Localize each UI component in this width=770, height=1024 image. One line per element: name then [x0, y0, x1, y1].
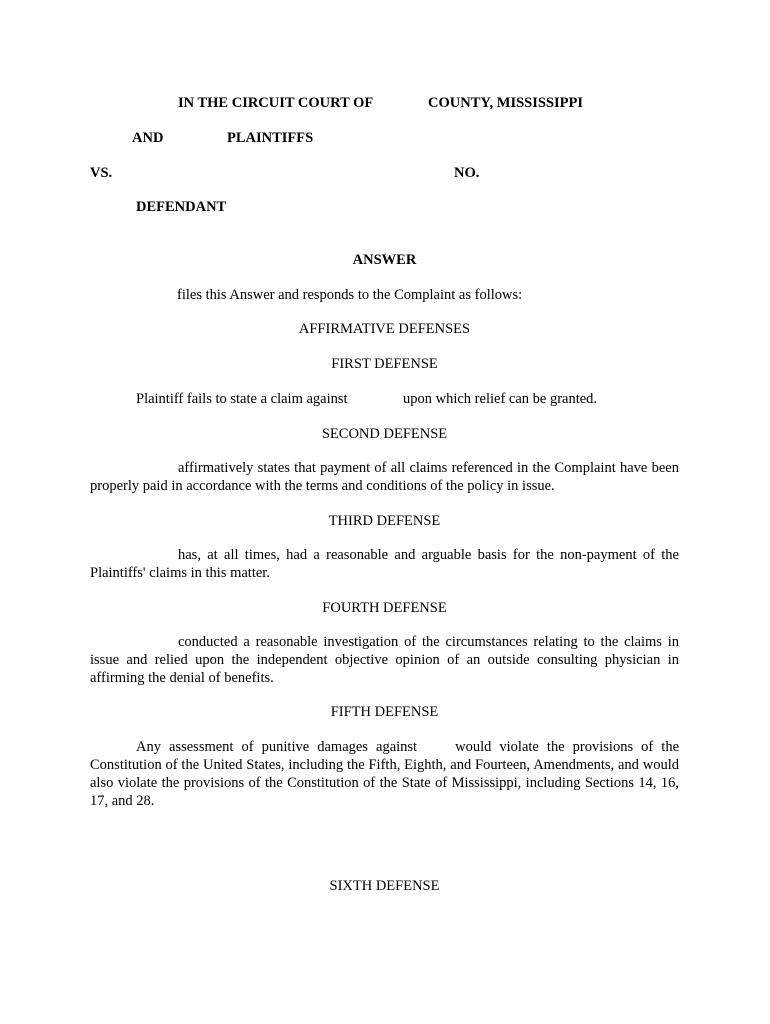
- fifth-defense-text: [90, 738, 679, 810]
- third-defense-text: has, at all times, had a reasonable and arguable basis for the non-payment of the Plaintiffs' claims in this matter.: [90, 547, 679, 581]
- second-defense-text: affirmatively states that payment of all claims referenced in the Complaint have been properly paid in accordance with the terms and conditions of the policy in issue.: [90, 460, 679, 494]
- defendant-label: DEFENDANT: [136, 199, 227, 215]
- court-line-left: IN THE CIRCUIT COURT OF: [178, 95, 374, 111]
- fifth-defense-text-b: would violate the provisions of the Constitution of the United States, including the Fifth, Eighth, and Fourteen, Amendments, and would also violate the provisions of the Constitution of the State of Mississippi, including Sections 14, 16, 17, and 28.: [90, 739, 680, 809]
- second-defense-heading: SECOND DEFENSE: [321, 426, 448, 442]
- sixth-defense-heading: SIXTH DEFENSE: [329, 878, 440, 894]
- vs-label: VS.: [90, 165, 113, 181]
- fifth-defense-text-a: Any assessment of punitive damages against: [136, 739, 418, 755]
- fourth-defense-text: conducted a reasonable investigation of the circumstances relating to the claims in issue and relied upon the independent objective opinion of an outside consulting physician in affirming the denial of benefits.: [90, 634, 679, 686]
- affirmative-defenses-heading: AFFIRMATIVE DEFENSES: [298, 321, 471, 337]
- third-defense-heading: THIRD DEFENSE: [328, 513, 441, 529]
- fifth-defense-heading: FIFTH DEFENSE: [330, 704, 439, 720]
- fourth-defense-heading: FOURTH DEFENSE: [322, 600, 447, 616]
- case-number-label: NO.: [454, 165, 480, 181]
- first-defense-text-a: Plaintiff fails to state a claim against: [136, 391, 348, 407]
- document-title: ANSWER: [352, 252, 417, 268]
- intro-paragraph: files this Answer and responds to the Complaint as follows:: [177, 287, 523, 303]
- court-line-right: COUNTY, MISSISSIPPI: [428, 95, 583, 111]
- and-label: AND: [132, 130, 164, 146]
- first-defense-heading: FIRST DEFENSE: [331, 356, 438, 372]
- plaintiffs-label: PLAINTIFFS: [227, 130, 314, 146]
- first-defense-text-b: upon which relief can be granted.: [403, 391, 598, 407]
